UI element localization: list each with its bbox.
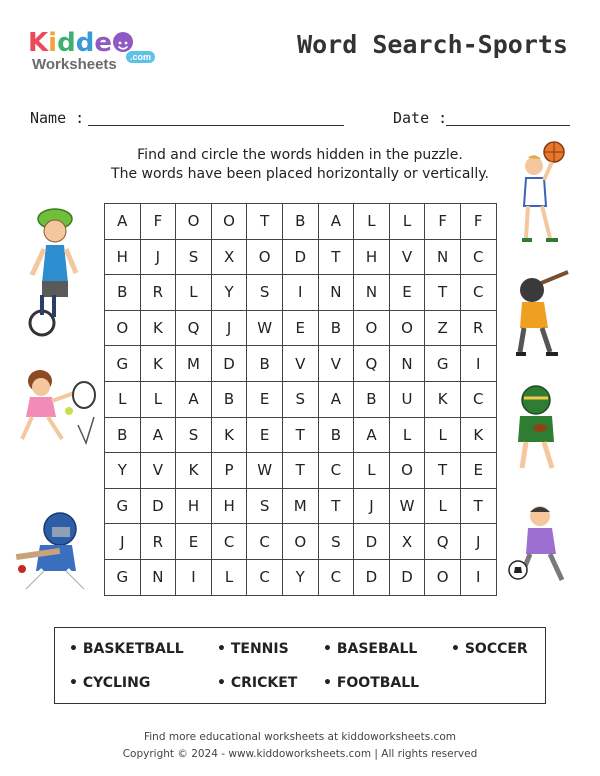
grid-cell[interactable]: N [354,275,390,311]
logo-brand [28,28,133,58]
grid-cell[interactable]: L [176,275,212,311]
grid-cell[interactable]: H [105,239,141,275]
grid-cell[interactable]: C [211,524,247,560]
word-soccer: SOCCER [464,641,528,657]
grid-cell[interactable]: K [425,381,461,417]
grid-cell[interactable]: K [140,346,176,382]
cyclist-illustration [24,205,82,340]
grid-cell[interactable]: N [318,275,354,311]
logo-subtitle: Worksheets [32,56,117,73]
grid-cell[interactable]: L [140,381,176,417]
grid-cell[interactable]: S [176,417,212,453]
grid-cell[interactable]: O [425,559,461,595]
grid-cell[interactable]: T [247,204,283,240]
grid-cell[interactable]: B [105,275,141,311]
grid-cell[interactable]: C [460,381,496,417]
date-field[interactable] [446,125,570,126]
logo-letter: K [28,28,49,58]
grid-cell[interactable]: V [318,346,354,382]
grid-cell[interactable]: G [425,346,461,382]
word-search-grid [104,203,497,596]
grid-cell[interactable]: N [425,239,461,275]
grid-cell[interactable]: C [247,559,283,595]
logo-smiley-icon [113,32,133,52]
cricket-player-illustration [10,505,100,591]
grid-cell[interactable]: B [282,204,318,240]
grid-cell[interactable]: T [425,275,461,311]
word-item: • TENNIS [217,641,289,657]
grid-cell[interactable]: N [140,559,176,595]
grid-row [105,310,497,346]
word-football: FOOTBALL [336,675,420,691]
date-label: Date : [393,109,448,127]
grid-cell[interactable]: C [318,559,354,595]
logo-dotcom-badge: .com [126,51,155,63]
grid-cell[interactable]: Y [105,453,141,489]
grid-row [105,239,497,275]
grid-cell[interactable]: S [282,381,318,417]
grid-cell[interactable]: B [354,381,390,417]
grid-cell[interactable]: K [211,417,247,453]
grid-cell[interactable]: J [211,310,247,346]
grid-cell[interactable]: W [389,488,425,524]
grid-cell[interactable]: T [318,239,354,275]
grid-cell[interactable]: D [354,524,390,560]
logo-letter: d [75,28,95,58]
grid-cell[interactable]: R [460,310,496,346]
name-label: Name : [30,109,85,127]
soccer-player-illustration [506,502,570,590]
grid-row [105,381,497,417]
grid-cell[interactable]: S [247,488,283,524]
grid-cell[interactable]: A [318,381,354,417]
grid-cell[interactable]: B [318,417,354,453]
grid-cell[interactable]: F [460,204,496,240]
instructions-line-2: The words have been placed horizontally or vertically. [111,166,489,182]
grid-cell[interactable]: O [247,239,283,275]
grid-cell[interactable]: J [460,524,496,560]
grid-cell[interactable]: I [460,346,496,382]
word-item: • CYCLING [69,675,151,691]
grid-cell[interactable]: S [318,524,354,560]
grid-cell[interactable]: N [389,346,425,382]
grid-cell[interactable]: I [460,559,496,595]
word-list-box [54,627,546,704]
grid-cell[interactable]: V [389,239,425,275]
grid-cell[interactable]: F [425,204,461,240]
logo-letter: e [94,28,112,58]
grid-cell[interactable]: T [282,453,318,489]
grid-cell[interactable]: J [354,488,390,524]
word-item: • SOCCER [451,641,528,657]
grid-cell[interactable]: L [389,417,425,453]
logo-letter: d [57,28,76,58]
word-item: • BASEBALL [323,641,418,657]
grid-cell[interactable]: G [105,346,141,382]
grid-cell[interactable]: T [318,488,354,524]
grid-cell[interactable]: E [247,381,283,417]
grid-cell[interactable]: A [354,417,390,453]
word-tennis: TENNIS [230,641,289,657]
grid-row [105,204,497,240]
grid-cell[interactable]: W [247,453,283,489]
grid-cell[interactable]: G [105,488,141,524]
grid-cell[interactable]: L [105,381,141,417]
grid-cell[interactable]: Q [354,346,390,382]
grid-cell[interactable]: Q [425,524,461,560]
grid-cell[interactable]: R [140,275,176,311]
grid-cell[interactable]: S [176,239,212,275]
grid-cell[interactable]: C [460,239,496,275]
grid-cell[interactable]: L [389,204,425,240]
grid-cell[interactable]: O [389,453,425,489]
grid-cell[interactable]: C [247,524,283,560]
grid-cell[interactable]: L [354,204,390,240]
footer-line-2: Copyright © 2024 - www.kiddoworksheets.com | All rights reserved [122,748,478,760]
grid-cell[interactable]: X [389,524,425,560]
grid-cell[interactable]: B [318,310,354,346]
grid-row [105,559,497,595]
grid-row [105,417,497,453]
grid-cell[interactable]: E [282,310,318,346]
grid-cell[interactable]: U [389,381,425,417]
grid-cell[interactable]: A [318,204,354,240]
grid-cell[interactable]: A [105,204,141,240]
grid-cell[interactable]: M [176,346,212,382]
word-item: • FOOTBALL [323,675,420,691]
grid-cell[interactable]: F [140,204,176,240]
grid-cell[interactable]: H [354,239,390,275]
word-cricket: CRICKET [230,675,298,691]
grid-cell[interactable]: K [176,453,212,489]
grid-cell[interactable]: D [354,559,390,595]
grid-cell[interactable]: V [282,346,318,382]
grid-cell[interactable]: T [425,453,461,489]
grid-cell[interactable]: D [140,488,176,524]
grid-cell[interactable]: E [389,275,425,311]
grid-cell[interactable]: K [460,417,496,453]
grid-cell[interactable]: Z [425,310,461,346]
grid-cell[interactable]: O [211,204,247,240]
grid-cell[interactable]: O [176,204,212,240]
grid-cell[interactable]: D [389,559,425,595]
grid-cell[interactable]: M [282,488,318,524]
football-player-illustration [512,384,566,474]
grid-cell[interactable]: D [211,346,247,382]
grid-cell[interactable]: Y [211,275,247,311]
footer-line-1: Find more educational worksheets at kiddoworksheets.com [143,731,456,743]
word-baseball: BASEBALL [336,641,418,657]
grid-cell[interactable]: O [354,310,390,346]
grid-row [105,488,497,524]
grid-cell[interactable]: B [247,346,283,382]
grid-cell[interactable]: S [247,275,283,311]
grid-cell[interactable]: P [211,453,247,489]
word-basketball: BASKETBALL [82,641,184,657]
grid-cell[interactable]: T [282,417,318,453]
grid-cell[interactable]: A [140,417,176,453]
grid-cell[interactable]: C [318,453,354,489]
grid-cell[interactable]: I [282,275,318,311]
grid-cell[interactable]: D [282,239,318,275]
grid-cell[interactable]: I [176,559,212,595]
logo-letter: i [48,28,58,58]
word-item: • BASKETBALL [69,641,184,657]
grid-cell[interactable]: B [211,381,247,417]
grid-row [105,275,497,311]
grid-cell[interactable]: H [211,488,247,524]
grid-row [105,346,497,382]
grid-cell[interactable]: H [176,488,212,524]
grid-cell[interactable]: L [425,417,461,453]
grid-cell[interactable]: R [140,524,176,560]
name-field[interactable] [88,125,344,126]
grid-cell[interactable]: L [211,559,247,595]
grid-cell[interactable]: O [389,310,425,346]
grid-cell[interactable]: X [211,239,247,275]
grid-cell[interactable]: K [140,310,176,346]
word-cycling: CYCLING [82,675,151,691]
tennis-player-illustration [14,367,98,449]
page-title: Word Search-Sports [297,30,568,59]
instructions-line-1: Find and circle the words hidden in the puzzle. [137,147,463,163]
grid-cell[interactable]: J [105,524,141,560]
grid-cell[interactable]: E [460,453,496,489]
grid-cell[interactable]: O [282,524,318,560]
baseball-player-illustration [512,268,570,360]
grid-cell[interactable]: E [176,524,212,560]
kiddo-logo [28,28,158,76]
grid-cell[interactable]: L [354,453,390,489]
grid-cell[interactable]: C [460,275,496,311]
grid-row [105,453,497,489]
grid-cell[interactable]: G [105,559,141,595]
grid-cell[interactable]: J [140,239,176,275]
grid-cell[interactable]: T [460,488,496,524]
grid-cell[interactable]: O [105,310,141,346]
grid-row [105,524,497,560]
grid-cell[interactable]: V [140,453,176,489]
grid-cell[interactable]: B [105,417,141,453]
word-item: • CRICKET [217,675,298,691]
grid-cell[interactable]: Y [282,559,318,595]
grid-cell[interactable]: A [176,381,212,417]
grid-cell[interactable]: Q [176,310,212,346]
basketball-player-illustration [514,140,566,252]
grid-cell[interactable]: E [247,417,283,453]
grid-cell[interactable]: L [425,488,461,524]
grid-cell[interactable]: W [247,310,283,346]
